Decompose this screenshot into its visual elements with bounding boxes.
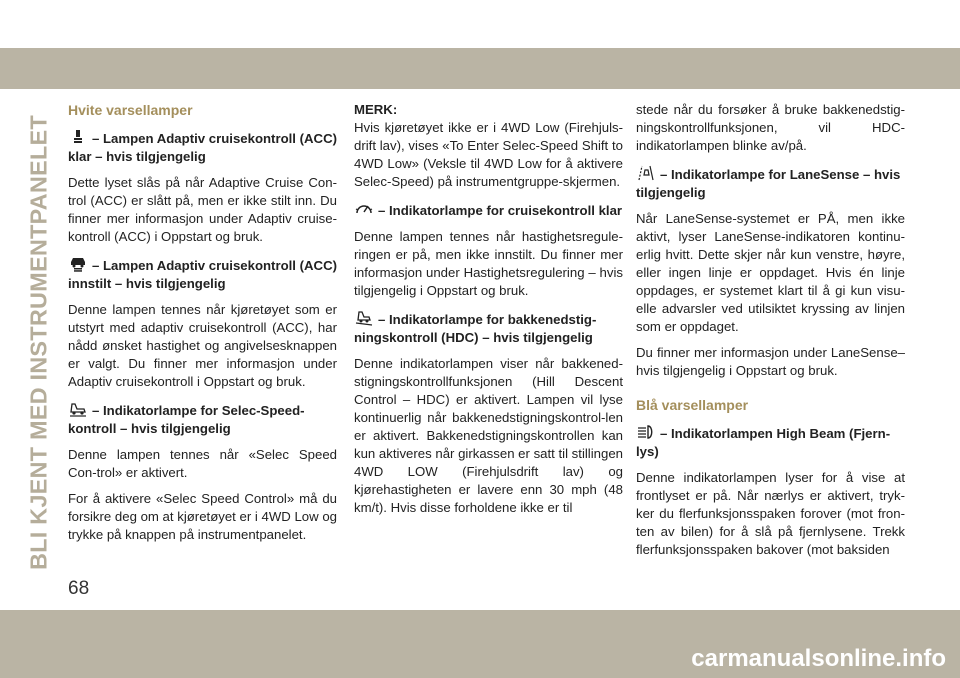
- heading-high-beam-text: – Indikatorlampen High Beam (Fjern-lys): [636, 426, 891, 459]
- page-number: 68: [68, 578, 90, 599]
- para-hdc: Denne indikatorlampen viser når bakkened-stigningskontrollfunksjonen (Hill Descent Control – HDC) er aktivert. Lampen vil lyse kontinuerlig når bakkenedstigningskontrol-len er aktivert. Bakkenedstigningskontrollen kan kun aktiveres når girkassen er satt til stillingen 4WD LOW (Firehjulsdrift lav) og kjørehastigheten er lavere enn 30 mph (48 km/t). Hvis disse forholdene ikke er til: [354, 356, 623, 515]
- para-lanesense-2: Du finner mer informasjon under LaneSense– hvis tilgjengelig i Oppstart og bruk.: [636, 345, 905, 378]
- heading-cruise-ready: [354, 201, 623, 220]
- heading-selec-speed-text: – Indikatorlampe for Selec-Speed-kontroll – hvis tilgjengelig: [68, 403, 305, 436]
- para-selec-speed-2: For å aktivere «Selec Speed Control» må du forsikre deg om at kjøretøyet er i 4WD Low og trykke på knappen på instrumentpanelet.: [68, 491, 337, 542]
- heading-cruise-ready-text: – Indikatorlampe for cruisekontroll klar: [378, 203, 623, 218]
- cruise-control-icon: [354, 201, 374, 217]
- heading-acc-ready-text: – Lampen Adaptiv cruisekontroll (ACC) klar – hvis tilgjengelig: [68, 131, 337, 164]
- para-high-beam: Denne indikatorlampen lyser for å vise at frontlyset er på. Når nærlys er aktivert, tryk-ker du flerfunksjonsspaken forover (mot fron-ten av bilen) for å slå på fjernlysene. Trekk flerfunksjonsspaken bakover (mot baksiden: [636, 470, 905, 557]
- heading-high-beam: [636, 424, 905, 461]
- heading-acc-set: [68, 256, 337, 293]
- para-acc-set: Denne lampen tennes når kjøretøyet som er utstyrt med adaptiv cruisekontroll (ACC), har nådd ønsket hastighet og angivelsesknappen er valgt. Du finner mer informasjon under Adaptiv cruisekontroll i Oppstart og bruk.: [68, 302, 337, 389]
- heading-selec-speed: [68, 401, 337, 438]
- note-label: MERK:: [354, 102, 398, 117]
- acc-ready-icon: [68, 129, 88, 145]
- para-hdc-continued: stede når du forsøker å bruke bakkenedstig-ningskontrollfunksjonen, vil HDC-indikatorlampen blinke av/på.: [636, 102, 905, 153]
- heading-acc-ready: [68, 129, 337, 166]
- heading-hdc-text: – Indikatorlampe for bakkenedstig-ningskontroll (HDC) – hvis tilgjengelig: [354, 312, 597, 345]
- lanesense-icon: [636, 165, 656, 181]
- section-heading-blue: Blå varsellamper: [636, 397, 749, 413]
- heading-hdc: [354, 310, 623, 347]
- acc-set-icon: [68, 256, 88, 272]
- para-selec-speed-1: Denne lampen tennes når «Selec Speed Con-trol» er aktivert.: [68, 447, 337, 480]
- para-acc-ready: Dette lyset slås på når Adaptive Cruise Con-trol (ACC) er slått på, men er ikke stilt inn. Du finner mer informasjon under Adaptiv cruise-kontroll (ACC) i Oppstart og bruk.: [68, 175, 337, 244]
- high-beam-icon: [636, 424, 656, 440]
- hill-descent-icon: [354, 310, 374, 326]
- heading-acc-set-text: – Lampen Adaptiv cruisekontroll (ACC) innstilt – hvis tilgjengelig: [68, 258, 337, 291]
- section-heading-white: Hvite varsellamper: [68, 102, 193, 118]
- heading-lanesense: [636, 165, 905, 202]
- column-1: [68, 101, 337, 552]
- top-band: [0, 48, 960, 89]
- side-chapter-title: BLI KJENT MED INSTRUMENTPANELET: [25, 115, 52, 570]
- selec-speed-icon: [68, 401, 88, 417]
- para-cruise-ready: Denne lampen tennes når hastighetsregule-ringen er på, men ikke innstilt. Du finner mer informasjon under Hastighetsregulering – hvis tilgjengelig i Oppstart og bruk.: [354, 229, 623, 298]
- column-3: [636, 101, 905, 567]
- column-2: [354, 101, 623, 525]
- para-lanesense-1: Når LaneSense-systemet er PÅ, men ikke aktivt, lyser LaneSense-indikatoren kontinu-erlig hvitt. Dette skjer når kun venstre, høyre, eller ingen linje er oppdaget. Hvis én linje oppdages, er systemet klart til å gi kun visu-elle advarsler ved utilsiktet kryssing av linjen som er oppdaget.: [636, 211, 905, 334]
- note-text: Hvis kjøretøyet ikke er i 4WD Low (Firehjuls-drift lav), vises «To Enter Selec-Speed Shift to 4WD Low» (Veksle til 4WD Low for å aktivere Selec-Speed) på instrumentgruppe-skjermen.: [354, 120, 623, 189]
- watermark: carmanualsonline.info: [691, 645, 946, 672]
- heading-lanesense-text: – Indikatorlampe for LaneSense – hvis tilgjengelig: [636, 167, 901, 200]
